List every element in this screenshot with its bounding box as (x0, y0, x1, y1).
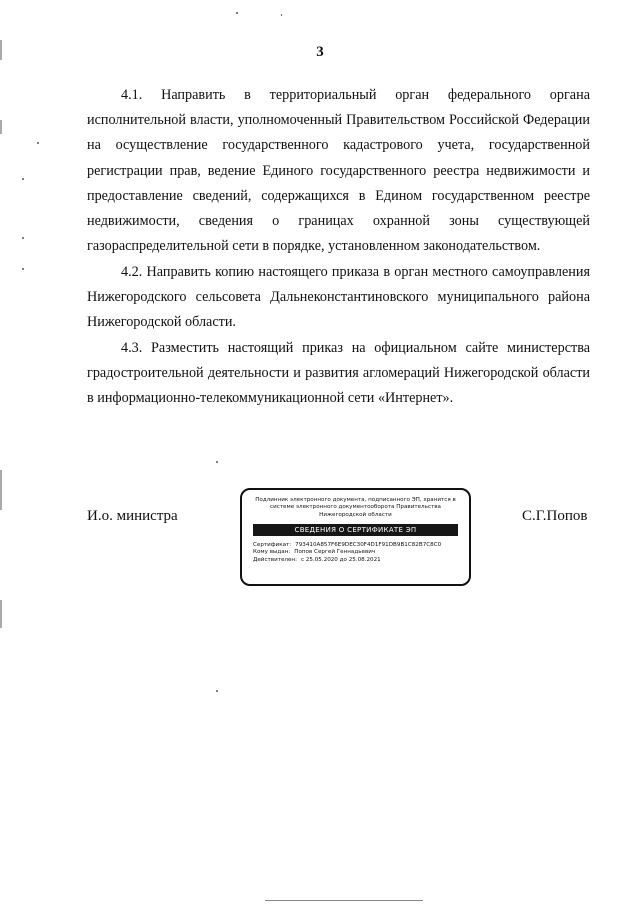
scan-edge (0, 120, 2, 134)
certificate-label: Сертификат: (253, 542, 292, 549)
stamp-valid-row (253, 557, 469, 564)
paragraph-4-3: 4.3. Разместить настоящий приказ на официальном сайте министерства градостроительной деятельности и развития агломераций Нижегородской области в информационно-телекоммуникационной сети «Интернет». (87, 340, 590, 407)
stamp-issued-row (253, 549, 469, 556)
scan-speck (216, 690, 218, 692)
issued-to-label: Кому выдан: (253, 549, 291, 556)
scan-bottom-line (265, 900, 423, 901)
scan-speck (236, 12, 238, 14)
valid-label: Действителен: (253, 556, 297, 563)
paragraph-4-2: 4.2. Направить копию настоящего приказа в орган местного самоуправления Нижегородского сельсовета Дальнеконстантиновского муниципального района Нижегородской области. (87, 263, 590, 331)
scan-edge (0, 40, 2, 60)
valid-value: с 25.05.2020 до 25.08.2021 (300, 556, 381, 563)
paragraph-4-1: 4.1. Направить в территориальный орган федерального органа исполнительной власти, уполномоченный Правительством Российской Федерации на осуществление государственного кадастрового учета, государственной регистрации прав, ведение Единого государственного реестра недвижимости и предоставление сведений, содержащихся в Едином государственном реестре недвижимости, сведения о границах охранной зоны существующей газораспределительной сети в порядке, установленном законодательством. (87, 87, 590, 255)
signatory-name: С.Г.Попов (522, 508, 588, 524)
scan-speck (22, 237, 24, 239)
stamp-title: СВЕДЕНИЯ О СЕРТИФИКАТЕ ЭП (253, 524, 458, 536)
scan-speck (281, 14, 282, 16)
scan-speck (22, 178, 24, 180)
scan-speck (216, 461, 218, 463)
page-number: 3 (316, 44, 324, 60)
scan-edge (0, 470, 2, 510)
signatory-position: И.о. министра (87, 508, 178, 524)
electronic-signature-stamp (240, 488, 471, 586)
issued-to-value: Попов Сергей Геннадьевич (294, 549, 376, 556)
certificate-value: 793410A857F6E9DEC30F4D1F91DB9B1C82B7C8C0 (295, 542, 442, 549)
scan-speck (37, 142, 39, 144)
stamp-details (253, 542, 469, 564)
scan-edge (0, 600, 2, 628)
scan-speck (22, 268, 24, 270)
document-body (87, 83, 590, 412)
stamp-header: Подлинник электронного документа, подписанного ЭП, хранится в системе электронного документооборота Правительства Нижегородской области (255, 497, 456, 518)
